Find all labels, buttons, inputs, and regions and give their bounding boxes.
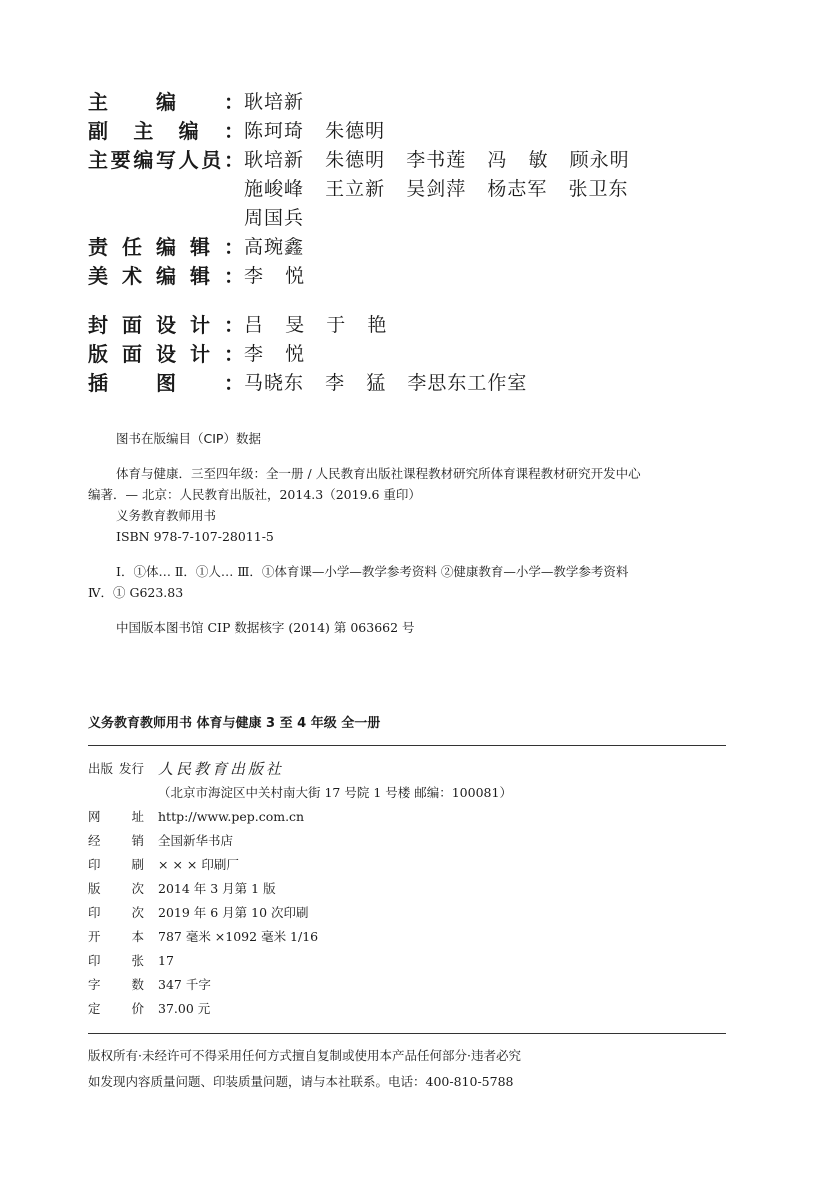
- publishing-value: 2019 年 6 月第 10 次印刷: [158, 905, 309, 920]
- credit-role-char: 主: [88, 90, 108, 114]
- publishing-label: [88, 999, 158, 1017]
- publishing-label-part: 字: [88, 977, 101, 992]
- publishing-label-part: 版: [88, 881, 101, 896]
- publishing-row: [88, 756, 728, 780]
- credit-colon: ：: [223, 119, 244, 143]
- cip-isbn: ISBN 978-7-107-28011-5: [116, 529, 274, 544]
- divider-top: [88, 745, 726, 746]
- copyright-footer: [88, 1043, 728, 1095]
- credit-role: [88, 88, 244, 117]
- credit-names: [244, 311, 748, 340]
- credit-colon: ：: [224, 371, 244, 395]
- credit-role-char: 图: [156, 371, 176, 395]
- credit-role: [88, 117, 244, 146]
- credit-names: [244, 262, 748, 291]
- publishing-label: [88, 903, 158, 921]
- publishing-label-part: 定: [88, 1001, 101, 1016]
- credit-names-line: 马晓东 李 猛 李思东工作室: [244, 372, 528, 394]
- credit-colon: ：: [224, 313, 244, 337]
- credit-role-char: 编: [156, 90, 176, 114]
- credit-colon: ：: [224, 264, 244, 288]
- credit-role: [88, 311, 244, 340]
- credit-names-line: 周国兵: [244, 207, 305, 229]
- credit-role-char: 副: [88, 119, 108, 143]
- credit-names: [244, 117, 748, 146]
- publishing-label: [88, 879, 158, 897]
- publishing-value: （北京市海淀区中关村南大街 17 号院 1 号楼 邮编：100081）: [158, 785, 512, 800]
- publishing-row: [88, 900, 728, 924]
- credit-row: [88, 146, 748, 233]
- publishing-row: [88, 828, 728, 852]
- credit-names: [244, 340, 748, 369]
- copyright-notice: 版权所有·未经许可不得采用任何方式擅自复制或使用本产品任何部分·违者必究: [88, 1048, 521, 1063]
- publishing-label-part: 印: [88, 953, 101, 968]
- publishing-label-part: 次: [131, 881, 144, 896]
- credit-role-char: 员: [201, 148, 222, 172]
- publishing-label-part: 数: [131, 977, 144, 992]
- publishing-value: 37.00 元: [158, 1001, 211, 1016]
- credit-names: [244, 233, 748, 262]
- publishing-label: [88, 975, 158, 993]
- publishing-row: [88, 996, 728, 1020]
- credit-role-char: 设: [156, 342, 176, 366]
- credit-colon: ：: [224, 235, 244, 259]
- credit-colon: ：: [224, 90, 244, 114]
- divider-bottom: [88, 1033, 726, 1034]
- book-title: 义务教育教师用书 体育与健康 3 至 4 年级 全一册: [88, 716, 381, 731]
- credit-role-char: 任: [122, 235, 142, 259]
- credit-role-char: 插: [88, 371, 108, 395]
- credits-gap: [88, 291, 748, 311]
- credit-role-char: 计: [190, 313, 210, 337]
- credit-names-line: 陈珂琦 朱德明: [244, 120, 386, 142]
- credit-colon: ：: [223, 148, 244, 172]
- publishing-label-part: 发行: [118, 761, 144, 776]
- publishing-row: [88, 780, 728, 804]
- publishing-label-part: 价: [131, 1001, 144, 1016]
- cip-series: 义务教育教师用书: [116, 508, 217, 523]
- cip-entry-line1: 体育与健康．三至四年级：全一册 / 人民教育出版社课程教材研究所体育课程教材研究开发中心: [116, 466, 641, 481]
- credit-role-char: 要: [110, 148, 131, 172]
- credit-names: [244, 88, 748, 117]
- publishing-label: [88, 951, 158, 969]
- cip-class-line1: Ⅰ．①体… Ⅱ．①人… Ⅲ．①体育课—小学—教学参考资料 ②健康教育—小学—教学参考资料: [116, 564, 629, 579]
- credit-names-line: 吕 旻 于 艳: [244, 314, 388, 336]
- publishing-label-part: 次: [131, 905, 144, 920]
- credit-role-char: 设: [156, 313, 176, 337]
- publishing-label: [88, 855, 158, 873]
- publishing-label-text: [88, 807, 144, 825]
- publishing-label: [88, 807, 158, 825]
- publishing-label-part: 开: [88, 929, 101, 944]
- publishing-row: [88, 972, 728, 996]
- credit-role-char: 编: [133, 148, 154, 172]
- publishing-row: [88, 924, 728, 948]
- publishing-info: [88, 756, 728, 1020]
- cip-entry-line2: 编著．— 北京：人民教育出版社，2014.3（2019.6 重印）: [88, 487, 421, 502]
- credit-row: [88, 262, 748, 291]
- credit-row: [88, 340, 748, 369]
- credit-names-line: 李 悦: [244, 265, 306, 287]
- publishing-label-text: [88, 903, 144, 921]
- credit-role-char: 封: [88, 313, 108, 337]
- publishing-label-text: [88, 759, 144, 777]
- credit-role-char: 人: [178, 148, 199, 172]
- credit-role-char: 主: [133, 119, 154, 143]
- publishing-row: [88, 804, 728, 828]
- credit-names-line: 施峻峰 王立新 吴剑萍 杨志军 张卫东: [244, 178, 629, 200]
- credit-role-char: 责: [88, 235, 108, 259]
- credit-row: [88, 233, 748, 262]
- credit-names-line: 高琬鑫: [244, 236, 305, 258]
- publishing-label-text: [88, 927, 144, 945]
- credit-role-char: 计: [190, 342, 210, 366]
- publishing-label-part: 址: [131, 809, 144, 824]
- credit-colon: ：: [224, 342, 244, 366]
- credit-role-char: 写: [155, 148, 176, 172]
- publishing-label-text: [88, 831, 144, 849]
- credit-row: [88, 311, 748, 340]
- credit-role-char: 编: [178, 119, 199, 143]
- cip-number: 中国版本图书馆 CIP 数据核字 (2014) 第 063662 号: [116, 620, 415, 635]
- publishing-value: × × × 印刷厂: [158, 857, 239, 872]
- credit-role: [88, 340, 244, 369]
- credit-names-line: 耿培新: [244, 91, 305, 113]
- publishing-row: [88, 876, 728, 900]
- cip-block: [88, 428, 734, 652]
- publishing-label-part: 印: [88, 905, 101, 920]
- credit-role: [88, 262, 244, 291]
- publishing-row: [88, 948, 728, 972]
- credit-role-char: 辑: [190, 235, 210, 259]
- publishing-label: [88, 759, 158, 777]
- publishing-label-part: 刷: [131, 857, 144, 872]
- publishing-label: [88, 927, 158, 945]
- credit-role-char: 编: [156, 235, 176, 259]
- credit-role-char: 主: [88, 148, 108, 172]
- credit-role: [88, 146, 244, 175]
- credit-names-line: 李 悦: [244, 343, 306, 365]
- credits-block: [88, 88, 748, 398]
- publishing-row: [88, 852, 728, 876]
- credit-role-char: 编: [156, 264, 176, 288]
- credit-names: [244, 146, 748, 233]
- publishing-label-part: 网: [88, 809, 101, 824]
- contact-notice: 如发现内容质量问题、印装质量问题，请与本社联系。电话：400-810-5788: [88, 1074, 514, 1089]
- credit-role-char: 面: [122, 342, 142, 366]
- publishing-label: [88, 831, 158, 849]
- publishing-label-part: 印: [88, 857, 101, 872]
- publishing-value: 2014 年 3 月第 1 版: [158, 881, 276, 896]
- credit-row: [88, 117, 748, 146]
- publishing-label-text: [88, 879, 144, 897]
- cip-heading: 图书在版编目（CIP）数据: [116, 431, 261, 446]
- cip-class-line2: Ⅳ．① G623.83: [88, 585, 184, 600]
- publishing-label-part: 张: [131, 953, 144, 968]
- credit-role-char: 辑: [190, 264, 210, 288]
- publishing-value: 17: [158, 952, 174, 968]
- publishing-label-part: 销: [131, 833, 144, 848]
- credit-row: [88, 88, 748, 117]
- publishing-label-part: 本: [131, 929, 144, 944]
- credit-role: [88, 233, 244, 262]
- credit-row: [88, 369, 748, 398]
- publishing-label-text: [88, 855, 144, 873]
- publishing-label-part: 出版: [88, 761, 114, 776]
- credit-role: [88, 369, 244, 398]
- publisher-logo: 人民教育出版社: [158, 759, 285, 778]
- publishing-value: 787 毫米 ×1092 毫米 1/16: [158, 929, 319, 944]
- credit-names: [244, 369, 748, 398]
- credit-role-char: 术: [122, 264, 142, 288]
- publishing-label-text: [88, 951, 144, 969]
- publishing-value: 全国新华书店: [158, 833, 234, 848]
- credit-role-char: 面: [122, 313, 142, 337]
- publishing-label-text: [88, 975, 144, 993]
- publishing-value: http://www.pep.com.cn: [158, 808, 305, 824]
- credit-role-char: 版: [88, 342, 108, 366]
- publishing-value: 347 千字: [158, 977, 211, 992]
- publishing-label-part: 经: [88, 833, 101, 848]
- credit-role-char: 美: [88, 264, 108, 288]
- credit-names-line: 耿培新 朱德明 李书莲 冯 敏 顾永明: [244, 149, 630, 171]
- publishing-label-text: [88, 999, 144, 1017]
